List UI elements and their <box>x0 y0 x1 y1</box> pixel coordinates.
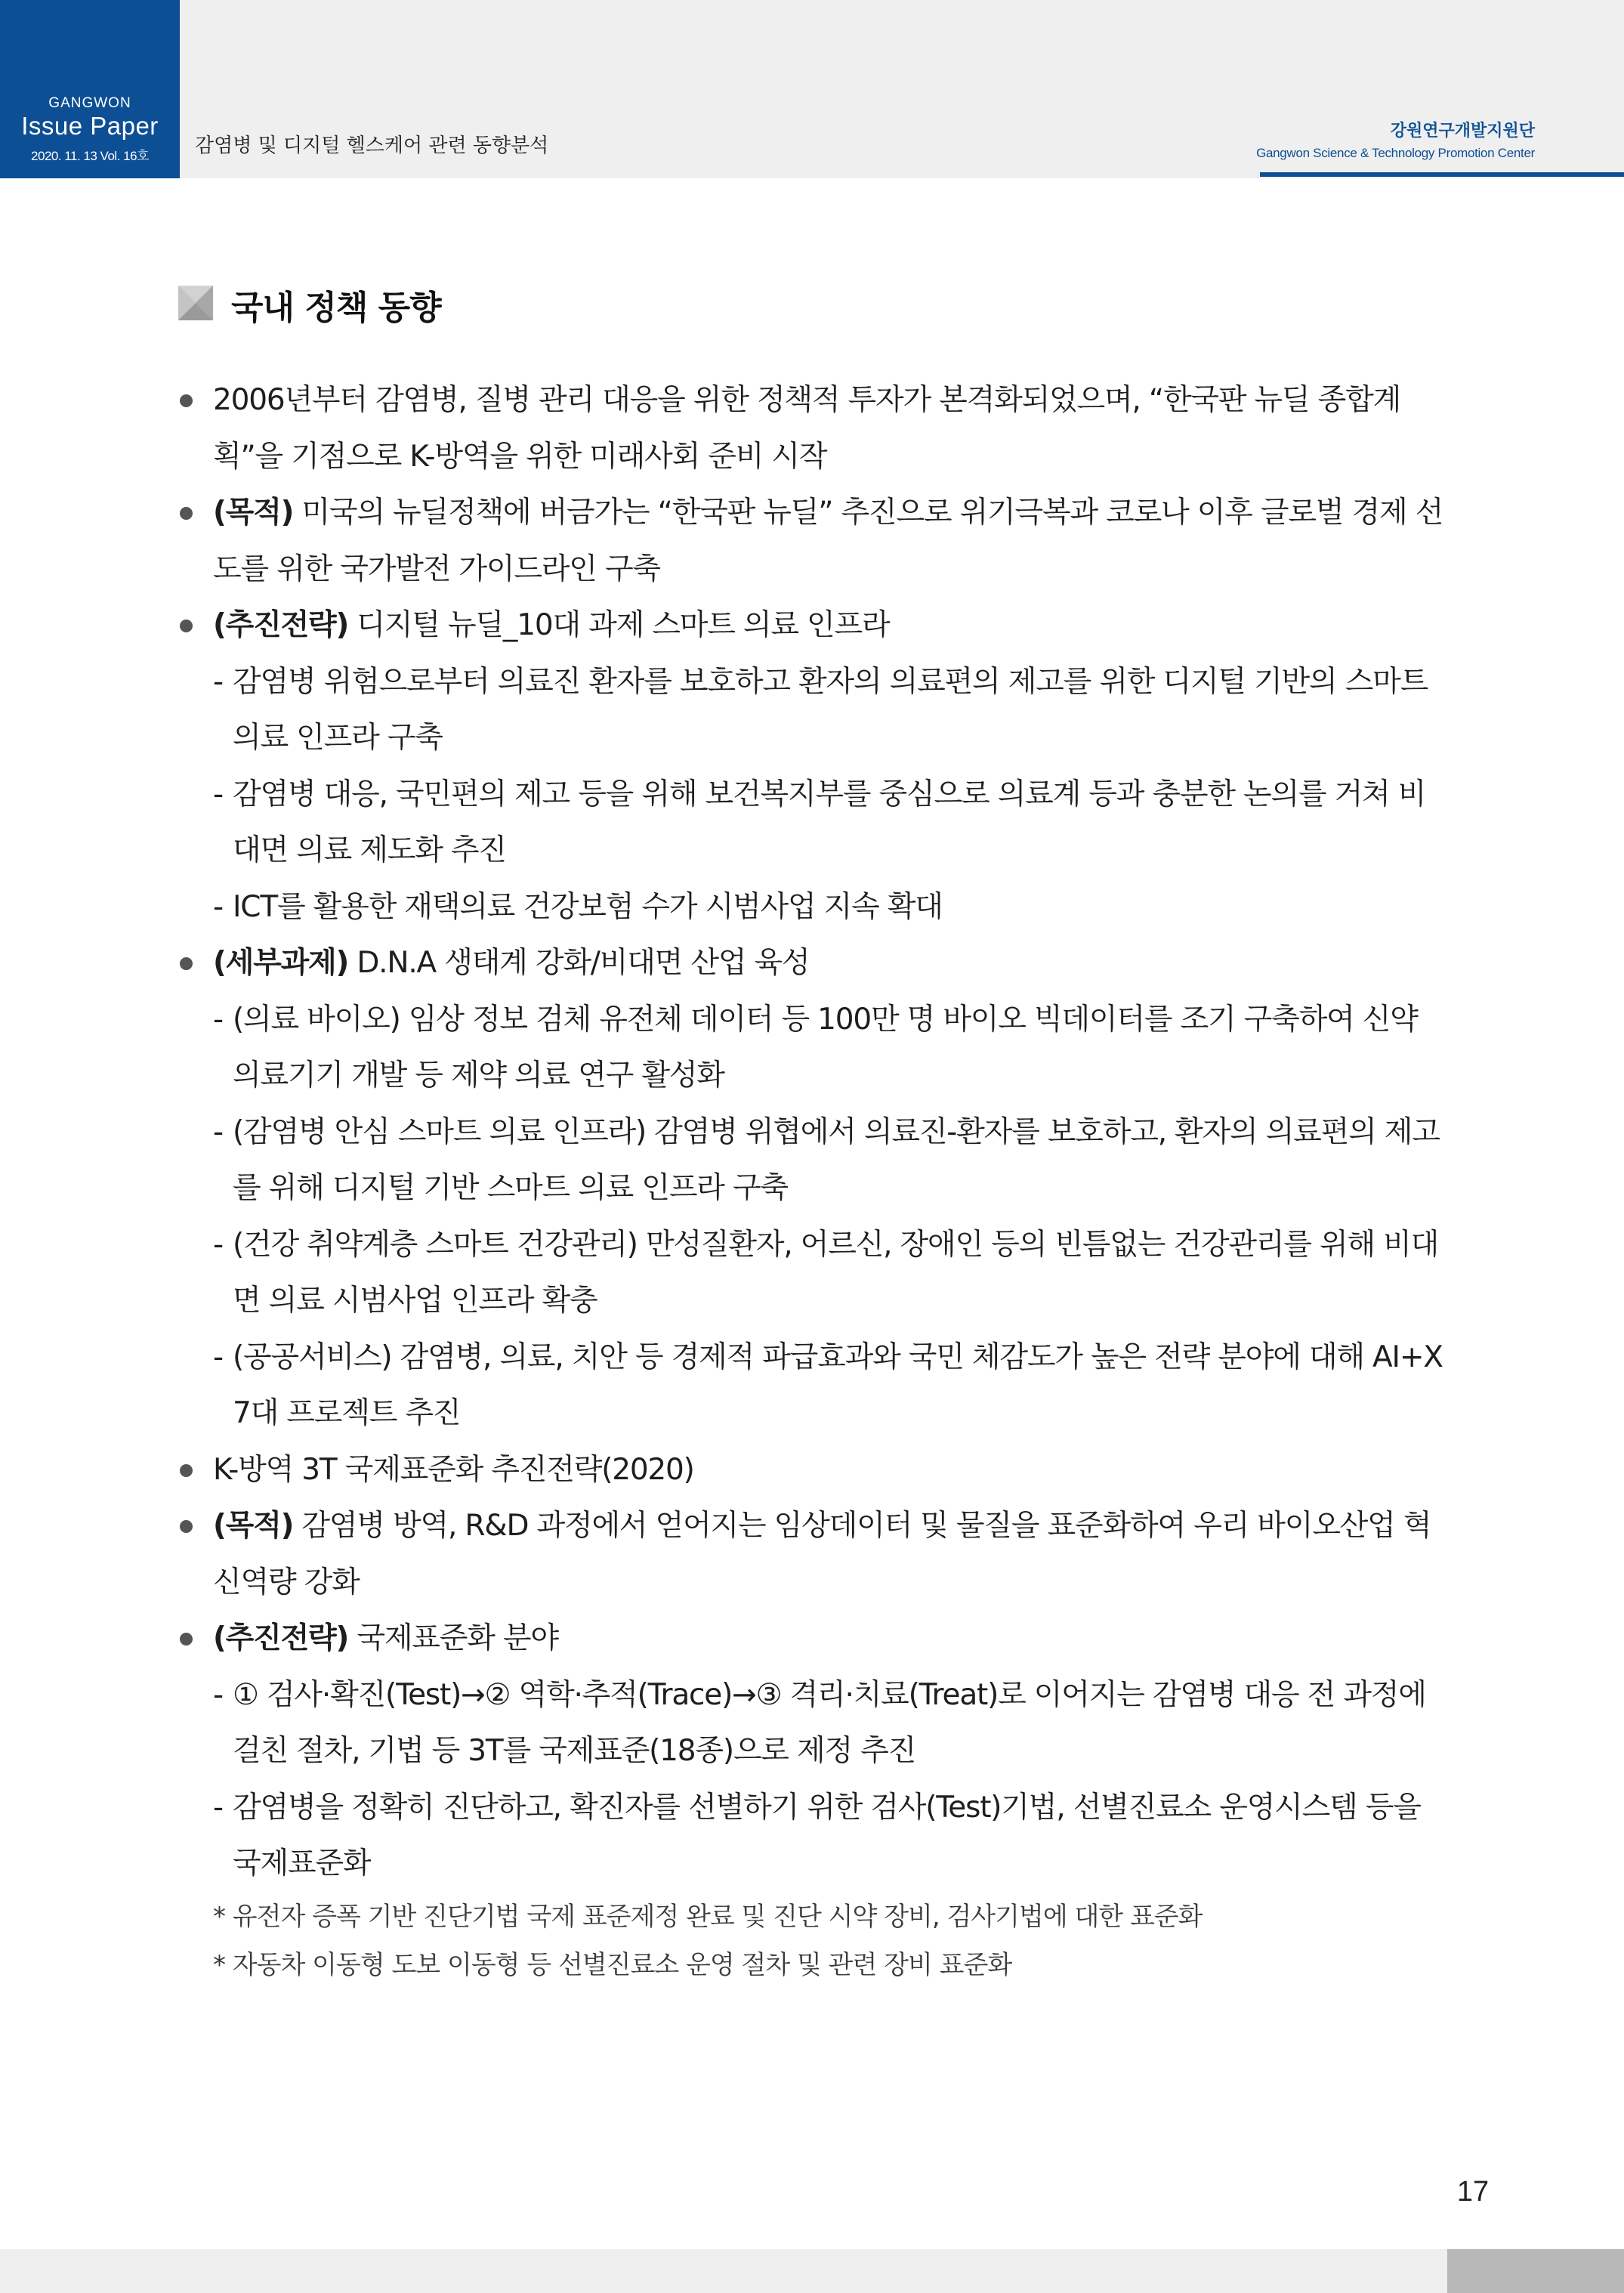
dash-marker: - <box>213 1790 223 1825</box>
dash-marker: - <box>213 1002 223 1037</box>
bullet-item <box>175 485 1452 598</box>
footnote: * 유전자 증폭 기반 진단기법 국제 표준제정 완료 및 진단 시약 장비, 검사기법에 대한 표준화 <box>213 1901 1203 1932</box>
bullet-item <box>175 1442 1452 1499</box>
dash-marker: - <box>213 1340 223 1374</box>
sub-item <box>175 1330 1452 1442</box>
item-tag: (목적) <box>213 496 294 530</box>
dash-marker: - <box>213 1227 223 1262</box>
footer-accent <box>1447 2249 1624 2293</box>
brand-region: GANGWON <box>48 95 131 111</box>
bullet-dot-icon <box>180 620 193 632</box>
item-tag: (추진전략) <box>213 608 349 642</box>
bullet-item <box>175 1498 1452 1611</box>
section-title: 국내 정책 동향 <box>231 289 441 327</box>
item-tag: (목적) <box>213 1509 294 1543</box>
bullet-dot-icon <box>180 1464 193 1477</box>
item-text: 디지털 뉴딜_10대 과제 스마트 의료 인프라 <box>348 608 890 642</box>
organization-name: 강원연구개발지원단 <box>1390 122 1535 141</box>
document-title: 감염병 및 디지털 헬스케어 관련 동향분석 <box>195 134 549 157</box>
bullet-dot-icon <box>180 394 193 407</box>
footnote: * 자동차 이동형 도보 이동형 등 선별진료소 운영 절차 및 관련 장비 표준화 <box>213 1949 1012 1980</box>
bullet-dot-icon <box>180 957 193 970</box>
item-text: 2006년부터 감염병, 질병 관리 대응을 위한 정책적 투자가 본격화되었으며, “한국판 뉴딜 종합계획”을 기점으로 K-방역을 위한 미래사회 준비 시작 <box>213 383 1401 474</box>
item-text: 감염병 대응, 국민편의 제고 등을 위해 보건복지부를 중심으로 의료계 등과 충분한 논의를 거쳐 비대면 의료 제도화 추진 <box>233 777 1426 867</box>
page-number: 17 <box>1456 2176 1490 2208</box>
item-text: (공공서비스) 감염병, 의료, 치안 등 경제적 파급효과와 국민 체감도가 높은 전략 분야에 대해 AI+X 7대 프로젝트 추진 <box>233 1340 1443 1430</box>
sub-item <box>175 1217 1452 1330</box>
item-tag: (추진전략) <box>213 1621 349 1655</box>
item-text: K-방역 3T 국제표준화 추진전략(2020) <box>213 1452 694 1487</box>
sub-item <box>175 1105 1452 1217</box>
sub-item <box>175 1780 1452 1893</box>
issue-paper-badge <box>0 0 180 178</box>
sub-item <box>175 1667 1452 1780</box>
dash-marker: - <box>213 1677 223 1712</box>
item-text: 감염병을 정확히 진단하고, 확진자를 선별하기 위한 검사(Test)기법, 선별진료소 운영시스템 등을 국제표준화 <box>233 1790 1421 1880</box>
bullet-dot-icon <box>180 1520 193 1533</box>
dash-marker: - <box>213 889 223 924</box>
dash-marker: - <box>213 777 223 811</box>
bullet-item <box>175 598 1452 654</box>
sub-item <box>175 767 1452 879</box>
item-text: D.N.A 생태계 강화/비대면 산업 육성 <box>348 946 810 980</box>
sub-item <box>175 879 1452 936</box>
item-text: ① 검사·확진(Test)→② 역학·추적(Trace)→③ 격리·치료(Treat)로 이어지는 감염병 대응 전 과정에 걸친 절차, 기법 등 3T를 국제표준(18종)으로 제정 추진 <box>233 1677 1426 1768</box>
item-text: ICT를 활용한 재택의료 건강보험 수가 시범사업 지속 확대 <box>233 889 943 924</box>
page-header <box>0 0 1624 178</box>
bullet-item <box>175 1611 1452 1667</box>
item-text: 미국의 뉴딜정책에 버금가는 “한국판 뉴딜” 추진으로 위기극복과 코로나 이후 글로벌 경제 선도를 위한 국가발전 가이드라인 구축 <box>213 496 1443 586</box>
brand-title: Issue Paper <box>21 112 159 140</box>
gray-square-icon <box>178 286 213 320</box>
policy-list <box>175 372 1452 1989</box>
bullet-item <box>175 372 1452 485</box>
item-text: (감염병 안심 스마트 의료 인프라) 감염병 위협에서 의료진-환자를 보호하고, 환자의 의료편의 제고를 위해 디지털 기반 스마트 의료 인프라 구축 <box>233 1114 1440 1205</box>
bullet-item <box>175 935 1452 992</box>
item-text: (건강 취약계층 스마트 건강관리) 만성질환자, 어르신, 장애인 등의 빈틈없는 건강관리를 위해 비대면 의료 시범사업 인프라 확충 <box>233 1227 1439 1318</box>
organization-english-name: Gangwon Science & Technology Promotion Center <box>1256 146 1535 160</box>
footer-bar <box>0 2249 1624 2293</box>
header-accent-line <box>1260 172 1624 177</box>
item-text: (의료 바이오) 임상 정보 검체 유전체 데이터 등 100만 명 바이오 빅데이터를 조기 구축하여 신약 의료기기 개발 등 제약 의료 연구 활성화 <box>233 1002 1418 1092</box>
issue-info: 2020. 11. 13 Vol. 16호 <box>31 149 149 163</box>
sub-item <box>175 992 1452 1105</box>
item-text: 감염병 위험으로부터 의료진 환자를 보호하고 환자의 의료편의 제고를 위한 디지털 기반의 스마트 의료 인프라 구축 <box>233 664 1428 755</box>
dash-marker: - <box>213 664 223 699</box>
item-text: 감염병 방역, R&D 과정에서 얻어지는 임상데이터 및 물질을 표준화하여 우리 바이오산업 혁신역량 강화 <box>213 1509 1431 1599</box>
item-tag: (세부과제) <box>213 946 349 980</box>
sub-item <box>175 654 1452 767</box>
bullet-dot-icon <box>180 507 193 520</box>
item-text: 국제표준화 분야 <box>348 1621 558 1655</box>
bullet-dot-icon <box>180 1633 193 1646</box>
dash-marker: - <box>213 1114 223 1149</box>
